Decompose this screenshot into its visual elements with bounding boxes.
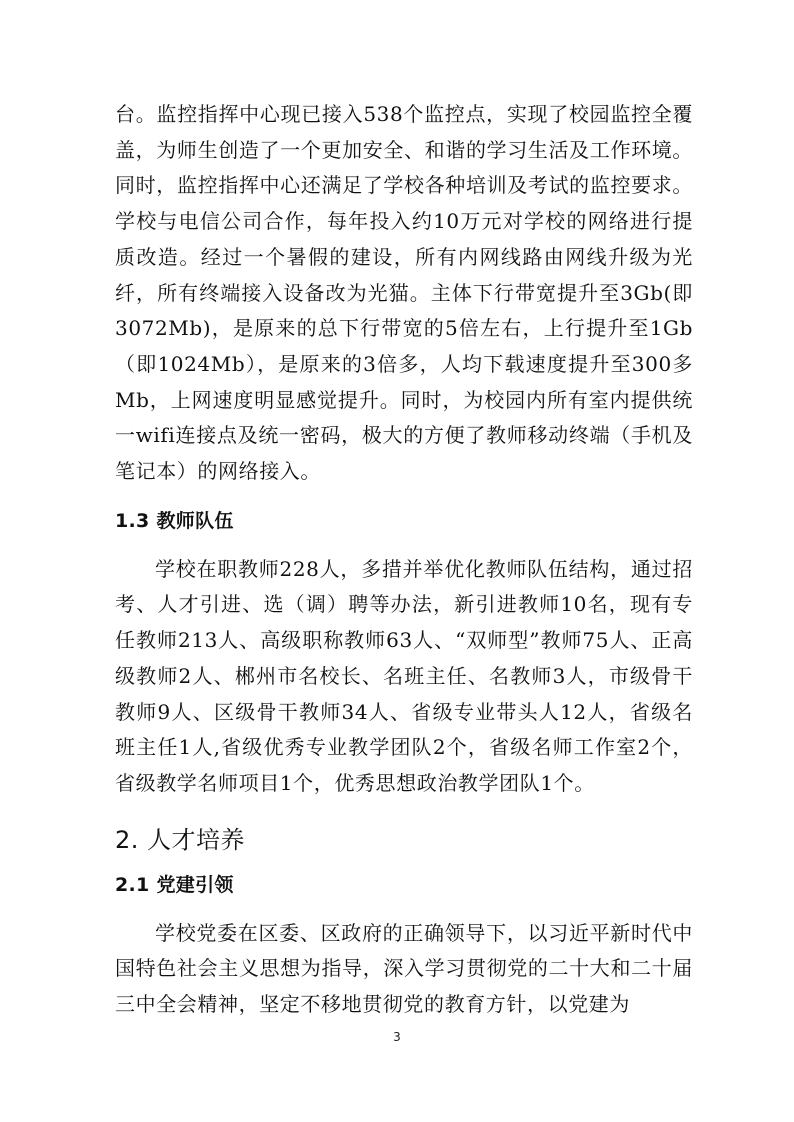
heading-party-leadership: 2.1 党建引领: [115, 873, 234, 896]
heading-talent-cultivation: 2. 人才培养: [115, 825, 246, 854]
paragraph-party-leadership: 学校党委在区委、区政府的正确领导下，以习近平新时代中国特色社会主义思想为指导，深入学习贯彻党的二十大和二十届三中全会精神，坚定不移地贯彻党的教育方针，以党建为: [115, 920, 693, 1017]
paragraph-teacher-team: 学校在职教师228人，多措并举优化教师队伍结构，通过招考、人才引进、选（调）聘等办法，新引进教师10名，现有专任教师213人、高级职称教师63人、“双师型”教师75人、正高级教师2人、郴州市名校长、名班主任、名教师3人，市级骨干教师9人、区级骨干教师34人、省级专业带头人12人，省级名班主任1人,省级优秀专业教学团队2个，省级名师工作室2个，省级教学名师项目1个，优秀思想政治教学团队1个。: [115, 556, 693, 795]
page-content: [115, 97, 693, 1023]
paragraph-network-upgrade: 台。监控指挥中心现已接入538个监控点，实现了校园监控全覆盖，为师生创造了一个更加安全、和谐的学习生活及工作环境。同时，监控指挥中心还满足了学校各种培训及考试的监控要求。学校与电信公司合作，每年投入约10万元对学校的网络进行提质改造。经过一个暑假的建设，所有内网线路由网线升级为光纤，所有终端接入设备改为光猫。主体下行带宽提升至3Gb(即3072Mb)，是原来的总下行带宽的5倍左右，上行提升至1Gb（即1024Mb），是原来的3倍多，人均下载速度提升至300多Mb，上网速度明显感觉提升。同时，为校园内所有室内提供统一wifi连接点及统一密码，极大的方便了教师移动终端（手机及笔记本）的网络接入。: [115, 102, 693, 484]
heading-teacher-team: 1.3 教师队伍: [115, 509, 234, 532]
page-number: 3: [393, 1030, 401, 1044]
